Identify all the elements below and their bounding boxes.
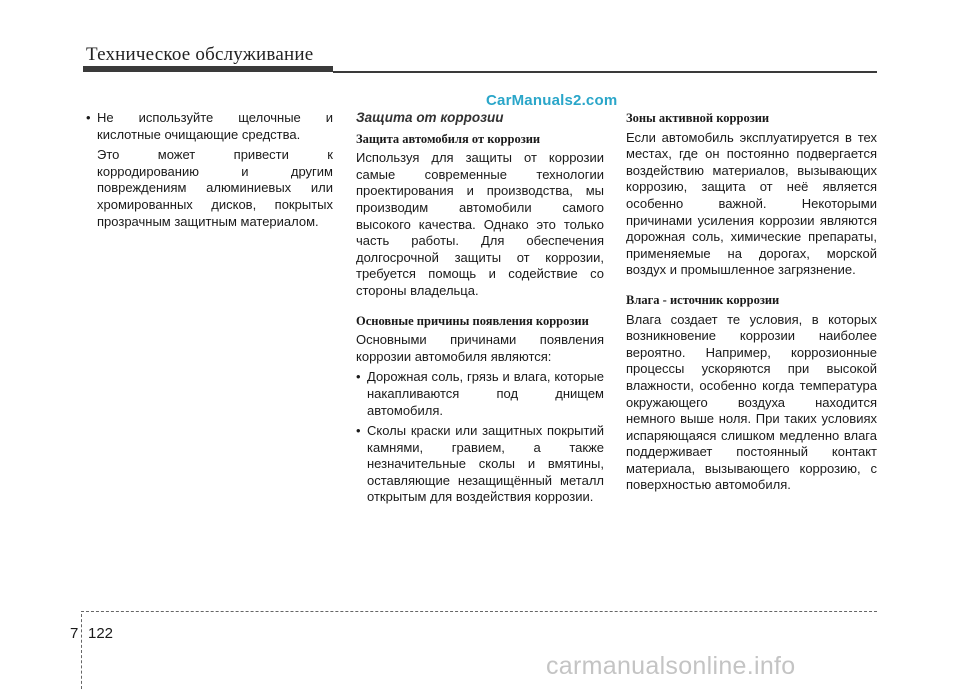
paragraph-vehicle-protection: Используя для защиты от коррозии самые современные технологии проектирования и производства, мы производим автомобили самого высокого качества. Однако это только часть работы. Для обеспечения долгосрочной защиты от коррозии, требуется помощь и содействие со стороны владельца. <box>356 150 604 298</box>
header-bar-thick <box>83 66 333 72</box>
bullet-road-salt: • Дорожная соль, грязь и влага, которые накапливаются под днищем автомобиля. <box>356 369 604 419</box>
footer-divider <box>81 614 82 689</box>
column-1 <box>86 110 333 230</box>
paragraph-moisture: Влага создает те условия, в которых возникновение коррозии наиболее вероятно. Например, коррозионные процессы ускоряются при высокой влажности, особенно когда температура окружающего воздуха находится немного выше ноля. При таких условиях испаряющаяся слишком медленно влага поддерживает постоянный контакт материала, вызывающего коррозию, с поверхностью автомобиля. <box>626 311 877 493</box>
paragraph-active-corrosion-zones: Если автомобиль эксплуатируется в тех местах, где он постоянно подвергается воздействию материалов, вызывающих коррозию, защита от неё является особенно важной. Некоторыми причинами усиления коррозии являются дорожная соль, химические препараты, применяемые на дорогах, морской воздух и промышленное загрязнение. <box>626 129 877 278</box>
header-rule <box>333 71 877 73</box>
paragraph-main-causes: Основными причинами появления коррозии автомобиля являются: <box>356 332 604 364</box>
subtitle-moisture: Влага - источник коррозии <box>626 292 780 307</box>
footer-rule <box>81 611 877 612</box>
bullet-alkaline-cleaners-continued: Это может привести к корродированию и другим повреждениям алюминиевых или хромированных дисков, покрытых прозрачным защитным материалом. <box>97 147 333 229</box>
page-header-title: Техническое обслуживание <box>86 44 314 65</box>
section-title-corrosion-protection: Защита от коррозии <box>356 110 504 125</box>
watermark-carmanualsonline: carmanualsonline.info <box>546 652 796 680</box>
page-number: 122 <box>88 625 114 642</box>
subtitle-vehicle-protection: Защита автомобиля от коррозии <box>356 131 541 146</box>
subtitle-active-corrosion-zones: Зоны активной коррозии <box>626 111 770 125</box>
chapter-number: 7 <box>70 625 79 642</box>
column-2 <box>356 110 604 506</box>
subtitle-main-causes: Основные причины появления коррозии <box>356 313 589 328</box>
watermark-carmanuals2: CarManuals2.com <box>486 92 618 109</box>
bullet-paint-chips: • Сколы краски или защитных покрытий камнями, гравием, а также незначительные сколы и вмятины, оставляющие незащищённый металл открытым для воздействия коррозии. <box>356 423 604 506</box>
bullet-alkaline-cleaners: • Не используйте щелочные и кислотные очищающие средства. <box>86 110 333 143</box>
column-3 <box>626 110 877 494</box>
